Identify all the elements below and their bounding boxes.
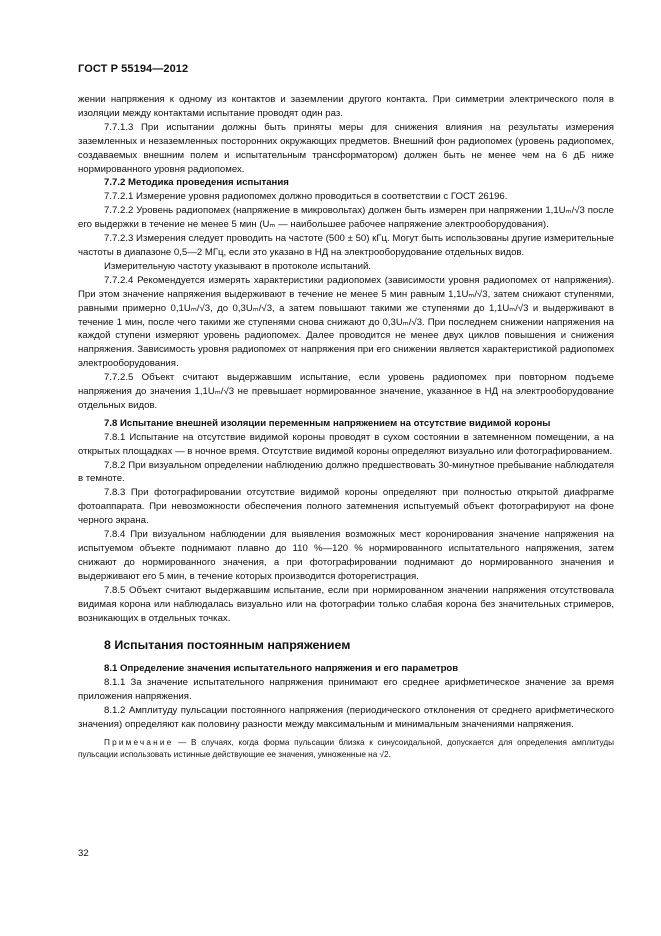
section-heading-7-8: 7.8 Испытание внешней изоляции переменным напряжением на отсутствие видимой короны [104, 417, 551, 429]
note-text: — В случаях, когда форма пульсации близка к синусоидальной, допускается для определения амплитуды пульсации использовать истинные действующие ее значения, умноженные на √2. [78, 737, 614, 760]
chapter-heading-8: 8 Испытания постоянным напряжением [104, 638, 351, 653]
note [78, 737, 614, 762]
paragraph-7-8-1: 7.8.1 Испытание на отсутствие видимой короны проводят в сухом состоянии в затемненном помещении, а на открытых площадках — в ночное время. Отсутствие видимой короны определяют визуально или фотографированием. [78, 431, 614, 457]
paragraph: жении напряжения к одному из контактов и заземлении другого контакта. При симметрии электрического поля в изоляции между контактами испытание проводят один раз. [78, 94, 614, 119]
paragraph-7-7-2-2: 7.7.2.2 Уровень радиопомех (напряжение в микровольтах) должен быть измерен при напряжении 1,1Uₘ/√3 после его выдержки в течение не менее 5 мин (Uₘ — наибольшее рабочее напряжение электрооборудования). [78, 205, 614, 231]
paragraph-7-7-2-1: 7.7.2.1 Измерение уровня радиопомех должно проводиться в соответствии с ГОСТ 26196. [104, 191, 508, 203]
paragraph-measuring-frequency: Измерительную частоту указывают в протоколе испытаний. [104, 260, 371, 272]
paragraph-7-8-4: 7.8.4 При визуальном наблюдении для выявления возможных мест коронирования значение напряжения на испытуемом объекте поднимают плавно до 110 %—120 % нормированного испытательного напряжения, затем снижают до нормированного значения, а при фотографировании поднимают до нормированного значения и выдерживают его 5 мин, в течение которых производится фоторегистрация. [78, 529, 614, 582]
paragraph-7-8-2: 7.8.2 При визуальном определении наблюдению должно предшествовать 30-минутное пребывание наблюдателя в темноте. [78, 459, 614, 485]
paragraph-7-7-2-5: 7.7.2.5 Объект считают выдержавшим испытание, если уровень радиопомех при повторном подъеме напряжения до значения 1,1Uₘ/√3 не превышает нормированное значение, указанное в НД на электрооборудование отдельных видов. [78, 372, 614, 411]
document-header: ГОСТ Р 55194—2012 [78, 63, 189, 75]
paragraph-7-7-2-4: 7.7.2.4 Рекомендуется измерять характеристики радиопомех (зависимости уровня радиопомех от напряжения). При этом значение напряжения выдерживают в течение не менее 5 мин равным 1,1Uₘ/√3, затем снижают ступенями, равными примерно 0,1Uₘ/√3, до 0,3Uₘ/√3, а затем повышают такими же ступенями до 1,1Uₘ/√3 и выдерживают в течение 1 мин, после чего такими же ступенями снова снижают до 0,3Uₘ/√3. При последнем снижении напряжения на каждой ступени измеряют уровень радиопомех. Далее проводится не менее двух циклов повышения и снижения напряжения. Зависимость уровня радиопомех от напряжения при его снижении является характеристикой радиопомех электрооборудования. [78, 274, 614, 370]
paragraph-7-8-3: 7.8.3 При фотографировании отсутствие видимой короны определяют при полностью открытой диафрагме фотоаппарата. При невозможности обеспечения полного затемнения испытуемый объект фотографируют на фоне черного экрана. [78, 487, 614, 527]
note-label: Примечание [104, 737, 174, 747]
subsection-heading-7-7-2: 7.7.2 Методика проведения испытания [104, 177, 289, 189]
section-heading-8-1: 8.1 Определение значения испытательного напряжения и его параметров [104, 663, 459, 675]
paragraph-7-7-1-3: 7.7.1.3 При испытании должны быть приняты меры для снижения влияния на результаты измерения заземленных и незаземленных посторонних окружающих предметов. Внешний фон радиопомех (уровень радиопомех, создаваемых внешним полем и испытательным трансформатором) должен быть не менее чем на 6 дБ ниже нормированного уровня радиопомех. [78, 121, 614, 175]
paragraph-8-1-2: 8.1.2 Амплитуду пульсации постоянного напряжения (периодического отклонения от среднего арифметического значения) определяют как половину разности между максимальным и минимальным значениями напряжения. [78, 705, 614, 730]
document-body [78, 93, 614, 762]
paragraph-7-8-5: 7.8.5 Объект считают выдержавшим испытание, если при нормированном значении напряжения отсутствовала видимая корона или наблюдалась визуально или на фотографии только слабая корона без значительных стримеров, возникающих в отдельных точках. [78, 584, 614, 624]
paragraph-8-1-1: 8.1.1 За значение испытательного напряжения принимают его среднее арифметическое значение за время приложения напряжения. [78, 677, 614, 703]
paragraph-7-7-2-3: 7.7.2.3 Измерения следует проводить на частоте (500 ± 50) кГц. Могут быть использованы другие измерительные частоты в диапазоне 0,5—2 МГц, если это указано в НД на электрооборудование отдельных видов. [78, 233, 614, 258]
page-number: 32 [78, 848, 89, 859]
